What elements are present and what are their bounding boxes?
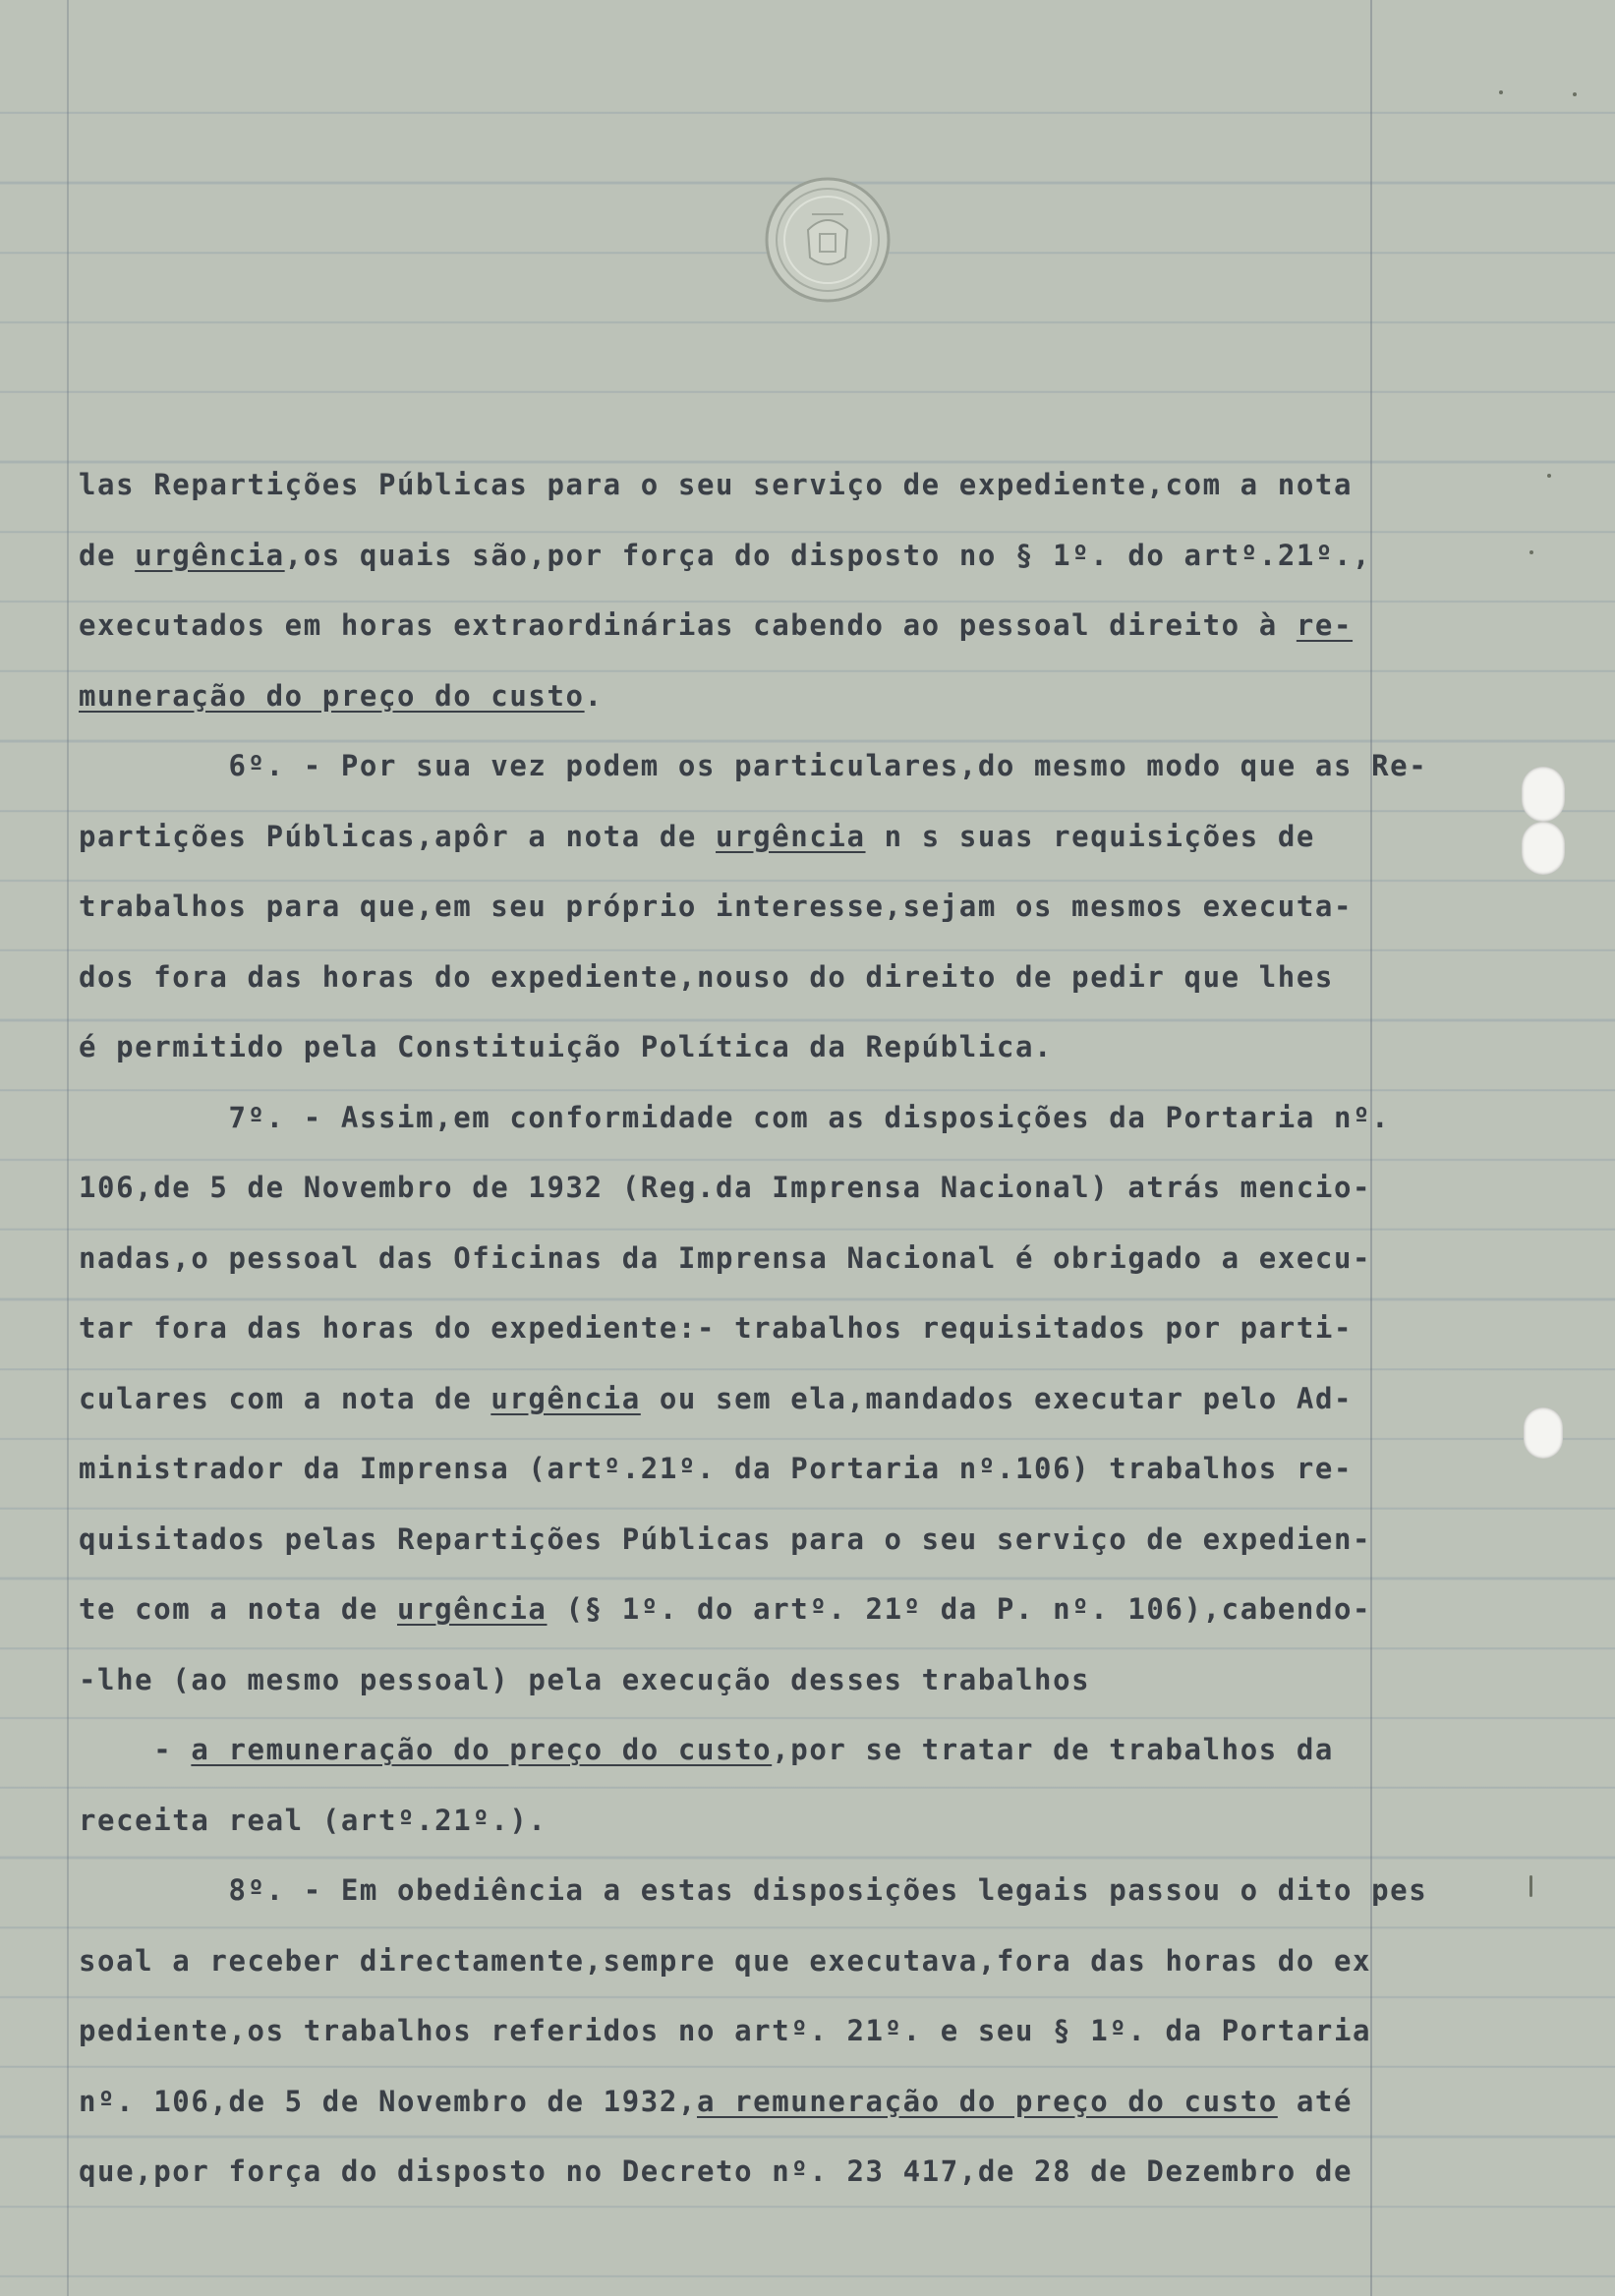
text-segment: las Repartições Públicas para o seu serviço de expediente,com a nota — [79, 468, 1354, 501]
text-segment: te com a nota de — [79, 1592, 398, 1626]
text-segment: dos fora das horas do expediente,nouso do direito de pedir que lhes — [79, 959, 1334, 994]
text-segment: que,por força do disposto no Decreto nº. 23 417,de 28 de Dezembro de — [79, 2154, 1354, 2188]
text-line — [79, 1012, 1386, 1083]
text-segment: é permitido pela Constituição Política da República. — [79, 1030, 1054, 1063]
text-segment: . — [584, 678, 604, 713]
text-line — [79, 1364, 1386, 1435]
paper-speck — [1499, 90, 1503, 94]
text-segment: ,por se tratar de trabalhos da — [772, 1733, 1334, 1766]
text-segment: tar fora das horas do expediente:- trabalhos requisitados por parti- — [79, 1311, 1354, 1345]
text-segment: 6º. - Por sua vez podem os particulares,do mesmo modo que as Re- — [79, 749, 1428, 782]
text-line — [79, 1856, 1428, 1926]
text-line — [79, 1434, 1386, 1505]
text-line — [79, 1575, 1386, 1645]
paper-speck — [1529, 1875, 1532, 1897]
underlined-text: urgência — [135, 538, 285, 572]
text-segment: quisitados pelas Repartições Públicas para o seu serviço de expedien- — [79, 1521, 1372, 1556]
text-segment: nº. 106,de 5 de Novembro de 1932, — [79, 2084, 697, 2118]
text-line — [79, 802, 1386, 873]
text-line — [79, 1786, 1386, 1857]
text-segment: 8º. - Em obediência a estas disposições legais passou o dito pes — [79, 1873, 1428, 1907]
text-line — [79, 1645, 1386, 1716]
text-line — [79, 450, 1386, 521]
text-line — [79, 1083, 1391, 1154]
text-segment: ministrador da Imprensa (artº.21º. da Portaria nº.106) trabalhos re- — [79, 1452, 1354, 1485]
paper-speck — [1529, 550, 1533, 554]
punch-hole-icon — [1524, 1407, 1563, 1459]
text-segment: culares com a nota de — [79, 1381, 491, 1415]
text-segment: ,os quais são,por força do disposto no § 1º. do artº.21º., — [284, 538, 1372, 572]
text-line — [79, 2067, 1386, 2138]
punch-hole-icon — [1522, 822, 1565, 875]
text-line — [79, 521, 1386, 592]
text-segment: - — [79, 1733, 192, 1766]
text-segment: executados em horas extraordinárias cabendo ao pessoal direito à — [79, 608, 1297, 642]
text-segment: trabalhos para que,em seu próprio interesse,sejam os mesmos executa- — [79, 890, 1354, 923]
text-line — [79, 661, 1386, 732]
text-segment: ou sem ela,mandados executar pelo Ad- — [640, 1381, 1354, 1415]
text-segment: 106,de 5 de Novembro de 1932 (Reg.da Imprensa Nacional) atrás mencio- — [79, 1171, 1372, 1204]
text-segment: pediente,os trabalhos referidos no artº. 21º. e seu § 1º. da Portaria — [79, 2014, 1372, 2047]
text-segment: até — [1277, 2084, 1354, 2118]
underlined-text: urgência — [397, 1592, 548, 1626]
text-segment: partições Públicas,apôr a nota de — [79, 819, 717, 853]
underlined-text: re- — [1296, 608, 1354, 642]
text-line — [79, 1224, 1386, 1294]
text-line — [79, 872, 1386, 943]
underlined-text: urgência — [490, 1381, 641, 1415]
text-line — [79, 1153, 1386, 1224]
left-margin-rule — [67, 0, 69, 2296]
text-line — [79, 2137, 1386, 2208]
text-segment: de — [79, 538, 136, 572]
text-segment: -lhe (ao mesmo pessoal) pela execução desses trabalhos — [79, 1662, 1091, 1696]
document-body — [79, 450, 1428, 2208]
text-line — [79, 591, 1386, 661]
underlined-text: a remuneração do preço do custo — [191, 1733, 773, 1766]
text-line — [79, 1715, 1386, 1786]
text-segment: receita real (artº.21º.). — [79, 1803, 548, 1837]
embossed-seal-icon — [763, 175, 893, 305]
text-line — [79, 943, 1386, 1013]
paper-speck — [1573, 92, 1577, 96]
text-line — [79, 731, 1428, 802]
text-segment: (§ 1º. do artº. 21º da P. nº. 106),cabendo- — [547, 1592, 1372, 1626]
underlined-text: urgência — [716, 819, 866, 853]
paper-speck — [1547, 474, 1551, 478]
text-line — [79, 1505, 1386, 1576]
text-segment: n s suas requisições de — [865, 819, 1315, 853]
underlined-text: muneração do preço do custo — [79, 678, 585, 713]
text-line — [79, 1996, 1386, 2067]
text-line — [79, 1926, 1386, 1997]
text-segment: nadas,o pessoal das Oficinas da Imprensa Nacional é obrigado a execu- — [79, 1240, 1372, 1275]
text-segment: 7º. - Assim,em conformidade com as disposições da Portaria nº. — [79, 1100, 1391, 1134]
underlined-text: a remuneração do preço do custo — [696, 2084, 1278, 2118]
text-segment: soal a receber directamente,sempre que executava,fora das horas do ex — [79, 1943, 1372, 1978]
text-line — [79, 1293, 1386, 1364]
punch-hole-icon — [1522, 767, 1565, 822]
